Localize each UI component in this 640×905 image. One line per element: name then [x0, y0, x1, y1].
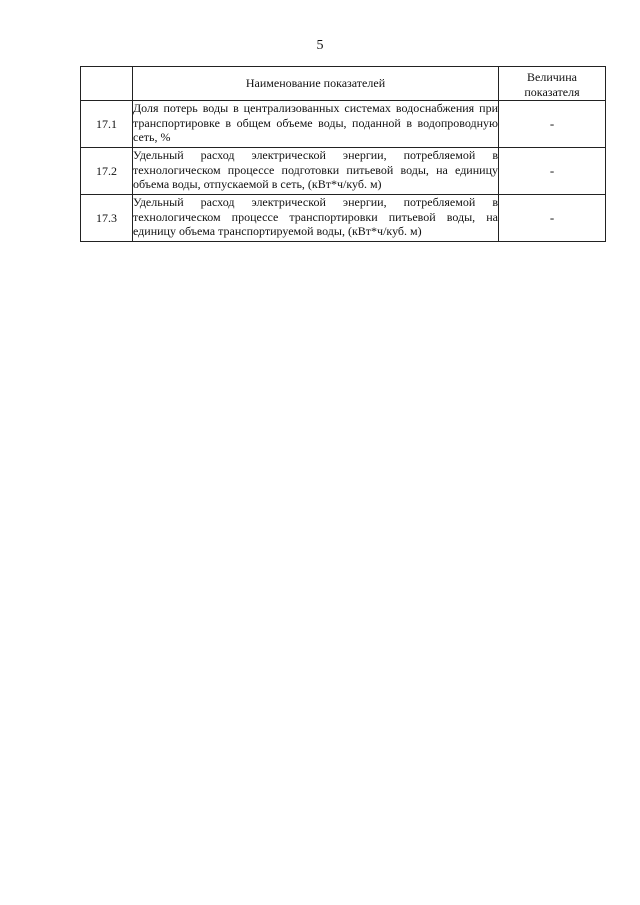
- page-number: 5: [316, 38, 324, 53]
- header-indicator-value: Величина показателя: [499, 67, 606, 101]
- row-indicator-value: -: [499, 148, 606, 195]
- table-row: [81, 148, 606, 195]
- row-indicator-name: Удельный расход электрической энергии, потребляемой в технологическом процессе подготовки питьевой воды, на единицу объема воды, отпускаемой в сеть, (кВт*ч/куб. м): [133, 148, 499, 195]
- row-indicator-name: Удельный расход электрической энергии, потребляемой в технологическом процессе транспортировки питьевой воды, на единицу объема транспортируемой воды, (кВт*ч/куб. м): [133, 195, 499, 242]
- table-header-row: [81, 67, 606, 101]
- row-indicator-value: -: [499, 195, 606, 242]
- table-row: [81, 101, 606, 148]
- table-row: [81, 195, 606, 242]
- row-indicator-value: -: [499, 101, 606, 148]
- header-indicator-name: Наименование показателей: [133, 67, 499, 101]
- row-number: 17.3: [81, 195, 133, 242]
- row-indicator-name: Доля потерь воды в централизованных системах водоснабжения при транспортировке в общем объеме воды, поданной в водопроводную сеть, %: [133, 101, 499, 148]
- row-number: 17.2: [81, 148, 133, 195]
- indicators-table: [80, 66, 606, 242]
- row-number: 17.1: [81, 101, 133, 148]
- header-number: [81, 67, 133, 101]
